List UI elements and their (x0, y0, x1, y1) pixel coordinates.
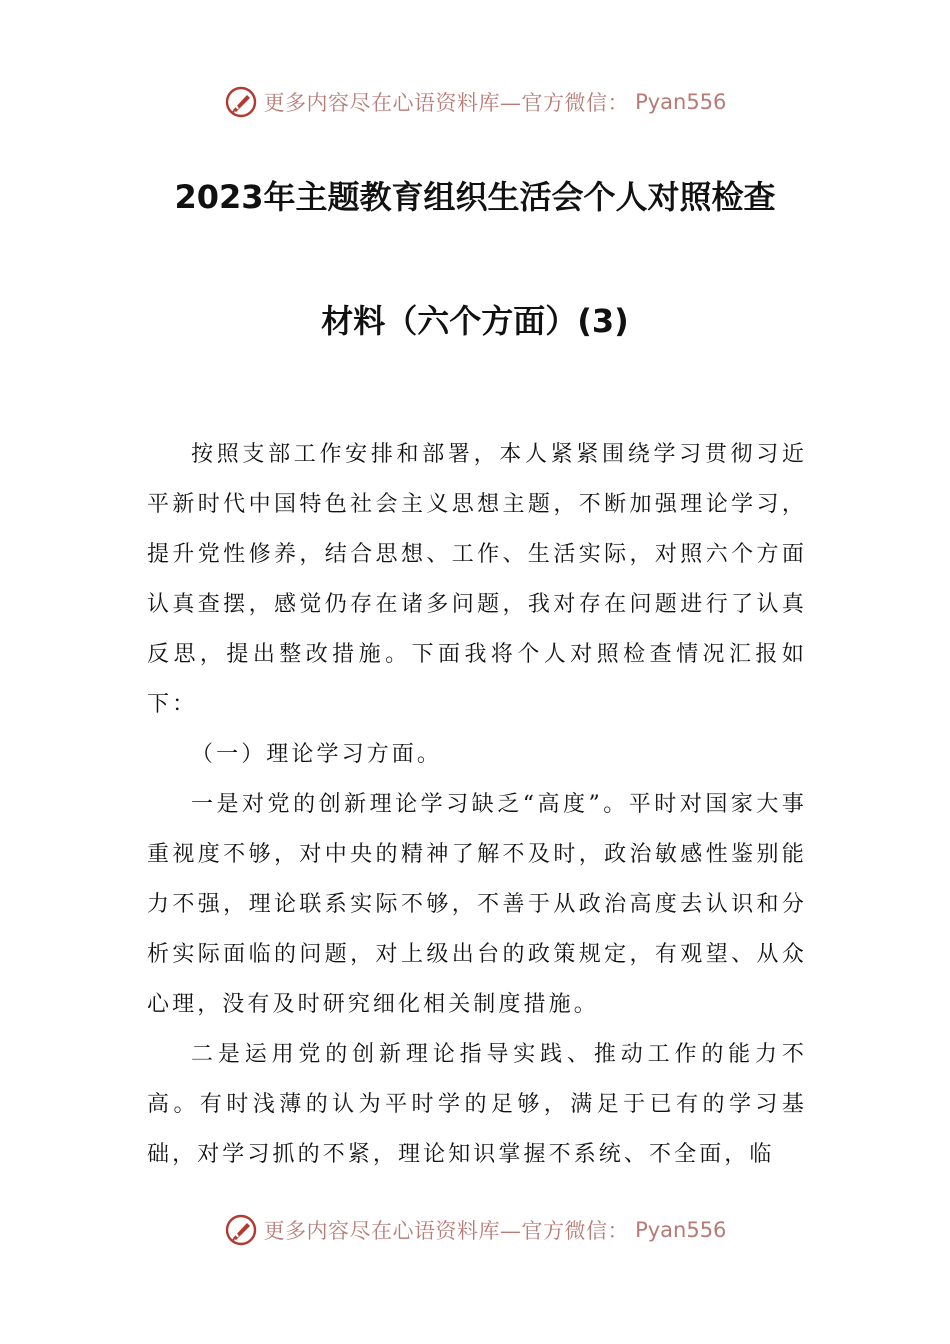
document-title-line-2: 材料（六个方面）(3) (321, 302, 629, 340)
watermark-banner-bottom (0, 1210, 950, 1250)
pen-logo-icon (224, 85, 258, 119)
watermark-handle: Pyan556 (635, 90, 727, 114)
section-heading-theory-study: （一）理论学习方面。 (191, 742, 443, 767)
point-one-paragraph: 一是对党的创新理论学习缺乏“高度”。平时对国家大事重视度不够，对中央的精神了解不及时，政治敏感性鉴别能力不强，理论联系实际不够，不善于从政治高度去认识和分析实际面临的问题，对上级出台的政策规定，有观望、从众心理，没有及时研究细化相关制度措施。 (147, 792, 807, 1017)
document-title-line-1: 2023年主题教育组织生活会个人对照检查 (174, 178, 776, 216)
watermark-banner-top (0, 82, 950, 122)
watermark-handle: Pyan556 (635, 1218, 727, 1242)
intro-paragraph: 按照支部工作安排和部署，本人紧紧围绕学习贯彻习近平新时代中国特色社会主义思想主题，不断加强理论学习，提升党性修养，结合思想、工作、生活实际，对照六个方面认真查摆，感觉仍存在诸多问题，我对存在问题进行了认真反思，提出整改措施。下面我将个人对照检查情况汇报如下： (147, 442, 807, 717)
point-two-paragraph: 二是运用党的创新理论指导实践、推动工作的能力不高。有时浅薄的认为平时学的足够，满足于已有的学习基础，对学习抓的不紧，理论知识掌握不系统、不全面，临 (147, 1042, 807, 1167)
watermark-text: 更多内容尽在心语资料库—官方微信： (263, 1219, 630, 1243)
document-body (147, 430, 807, 1180)
pen-logo-icon (224, 1213, 258, 1247)
watermark-text: 更多内容尽在心语资料库—官方微信： (263, 91, 630, 115)
